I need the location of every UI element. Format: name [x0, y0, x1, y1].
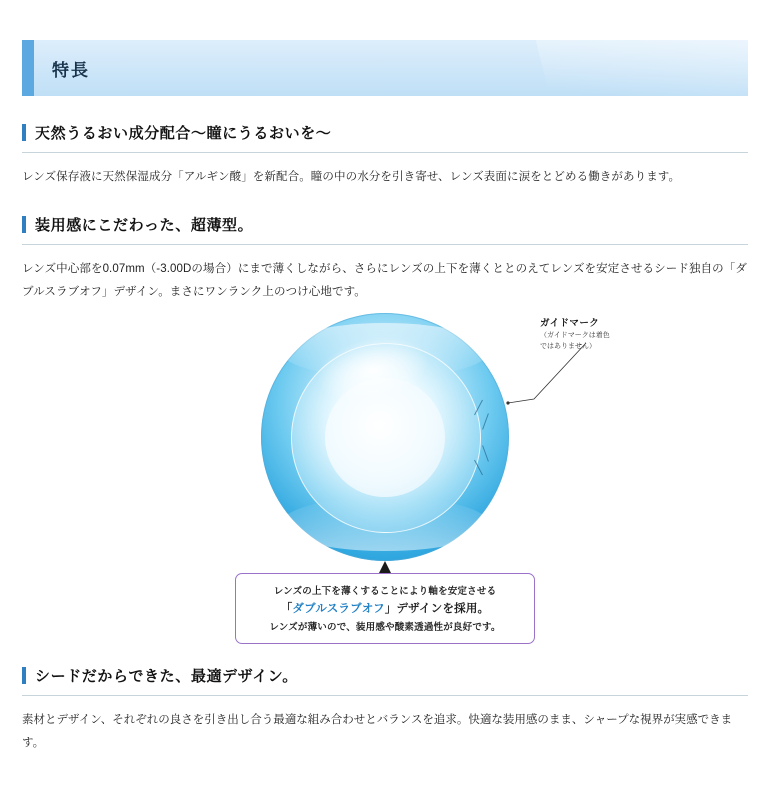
design-callout-balloon [235, 573, 535, 644]
section-marker-icon [22, 216, 26, 233]
section-heading-1 [22, 122, 748, 153]
contact-lens-illustration [261, 313, 509, 561]
page-banner [22, 40, 748, 96]
guide-mark-callout [540, 315, 710, 352]
guide-mark-note [540, 331, 710, 352]
section-title-2: 装用感にこだわった、超薄型。 [35, 217, 254, 235]
lens-diagram [22, 309, 748, 639]
section-heading-2 [22, 214, 748, 245]
guide-mark-note-line-2: ではありません） [540, 342, 596, 350]
banner-accent-bar [22, 40, 34, 96]
section-body-2: レンズ中心部を0.07mm（-3.00Dの場合）にまで薄くしながら、さらにレンズの上下を薄くととのえてレンズを安定させるシード独自の「ダブルスラブオフ」デザイン。まさにワンランク上のつけ心地です。 [22, 263, 747, 298]
balloon-highlight-term: ダブルスラブオフ [292, 603, 385, 616]
section-title-3: シードだからできた、最適デザイン。 [35, 668, 298, 686]
balloon-line-2 [246, 600, 524, 616]
section-body-3: 素材とデザイン、それぞれの良さを引き出し合う最適な組み合わせとバランスを追求。快適な装用感のまま、シャープな視界が実感できます。 [22, 714, 733, 749]
page-title: 特長 [52, 60, 90, 80]
section-title-1: 天然うるおい成分配合〜瞳にうるおいを〜 [35, 125, 332, 142]
guide-mark-note-line-1: （ガイドマークは着色 [540, 332, 610, 340]
section-marker-icon [22, 667, 26, 684]
guide-mark-title: ガイドマーク [540, 318, 600, 330]
section-marker-icon [22, 124, 26, 141]
feature-page [0, 40, 770, 810]
balloon-quote-open: 「 [280, 603, 293, 616]
balloon-line-3: レンズが薄いので、装用感や酸素透過性が良好です。 [269, 622, 501, 634]
section-body-1: レンズ保存液に天然保湿成分「アルギン酸」を新配合。瞳の中の水分を引き寄せ、レンズ表面に涙をとどめる働きがあります。 [22, 171, 681, 183]
balloon-line-1: レンズの上下を薄くすることにより軸を安定させる [273, 586, 497, 598]
balloon-line-2-suffix: 」デザインを採用。 [384, 603, 490, 616]
section-heading-3 [22, 665, 748, 696]
